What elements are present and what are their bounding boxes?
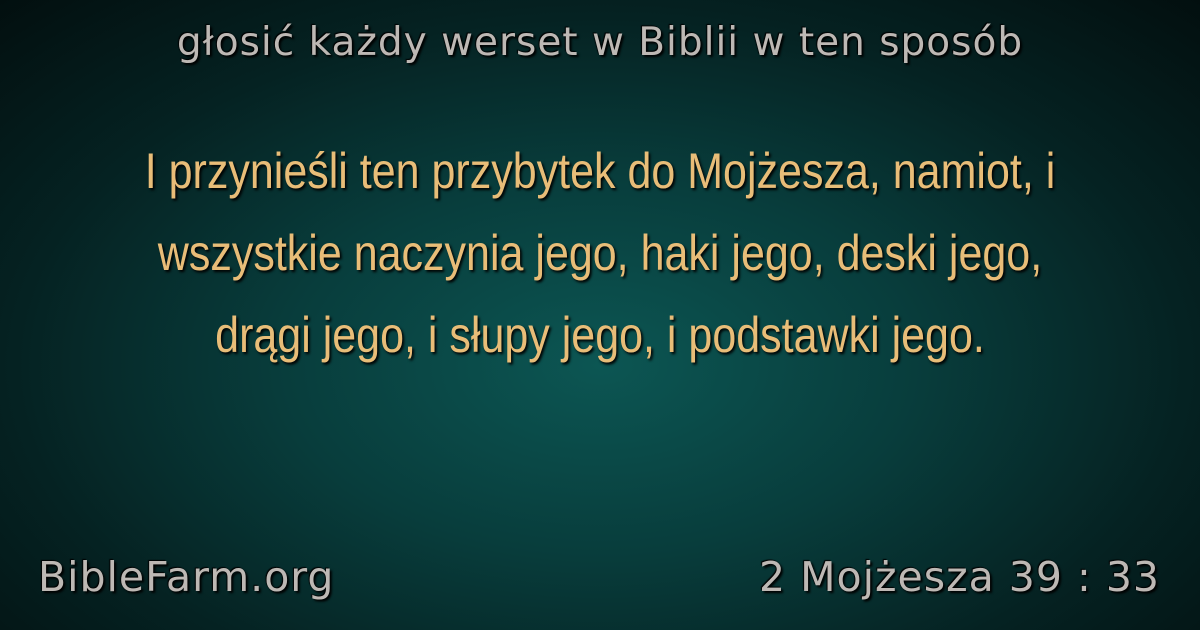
verse-text: I przynieśli ten przybytek do Mojżesza, namiot, i wszystkie naczynia jego, haki jego, deski jego, drągi jego, i słupy jego, i podstawki jego. xyxy=(144,143,1056,363)
site-name: BibleFarm.org xyxy=(38,553,335,601)
tagline-heading: głosić każdy werset w Biblii w ten sposób xyxy=(176,20,1024,65)
verse-reference: 2 Mojżesza 39 : 33 xyxy=(759,553,1160,601)
